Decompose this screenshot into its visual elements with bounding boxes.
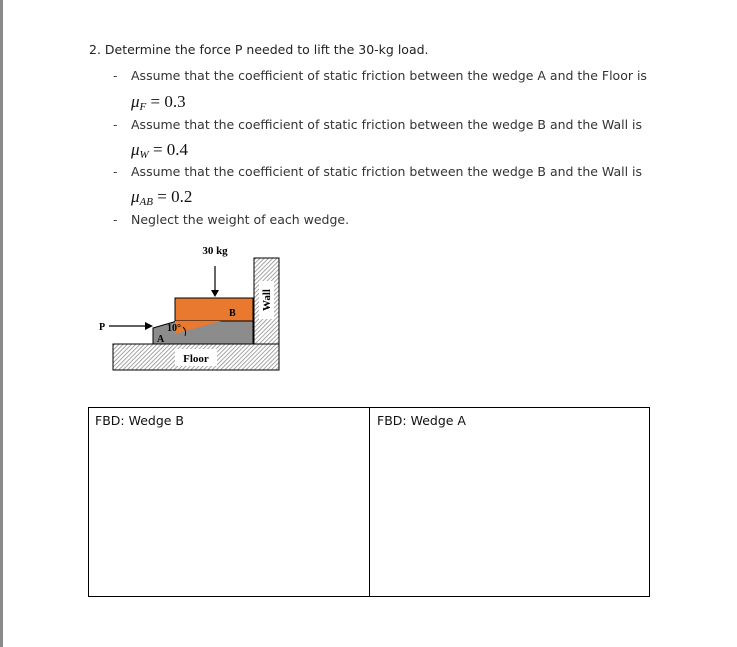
load-label: 30 kg — [202, 245, 228, 257]
mu-symbol: μ — [131, 92, 140, 111]
load-arrowhead — [211, 290, 219, 297]
mu-symbol: μ — [131, 140, 140, 159]
mu-wall-equation — [131, 140, 188, 161]
mu-floor-equation — [131, 92, 186, 113]
assumption-floor-friction: Assume that the coefficient of static friction between the wedge A and the Floor is — [131, 68, 647, 83]
mu-value: = 0.3 — [150, 92, 186, 111]
page-left-edge — [0, 0, 3, 647]
bullet-marker: - — [113, 164, 118, 179]
mu-subscript: AB — [139, 196, 153, 208]
wedge-a-label: A — [157, 334, 165, 345]
assumption-neglect-weight: Neglect the weight of each wedge. — [131, 212, 350, 227]
wedge-b-label: B — [229, 308, 236, 319]
problem-title: 2. Determine the force P needed to lift the 30-kg load. — [89, 42, 429, 57]
fbd-wedge-b-label: FBD: Wedge B — [95, 413, 185, 428]
fbd-table — [88, 407, 650, 597]
mu-subscript: W — [139, 149, 149, 161]
force-p-arrowhead — [145, 322, 153, 330]
bullet-marker: - — [113, 117, 118, 132]
bullet-marker: - — [113, 68, 118, 83]
wedge-b — [175, 298, 253, 321]
fbd-divider — [369, 408, 370, 596]
angle-label: 10° — [167, 323, 181, 334]
force-p-label: P — [99, 322, 106, 333]
mu-value: = 0.4 — [152, 140, 189, 159]
wedge-diagram — [95, 236, 285, 376]
floor-label: Floor — [183, 353, 209, 365]
bullet-marker: - — [113, 212, 118, 227]
wall-label: Wall — [261, 288, 273, 312]
mu-subscript: F — [139, 101, 147, 113]
mu-value: = 0.2 — [157, 187, 193, 206]
mu-ab-equation — [131, 187, 192, 208]
fbd-wedge-a-label: FBD: Wedge A — [377, 413, 466, 428]
assumption-wall-friction: Assume that the coefficient of static friction between the wedge B and the Wall is — [131, 117, 643, 132]
mu-symbol: μ — [131, 187, 140, 206]
assumption-ab-friction: Assume that the coefficient of static friction between the wedge B and the Wall is — [131, 164, 643, 179]
